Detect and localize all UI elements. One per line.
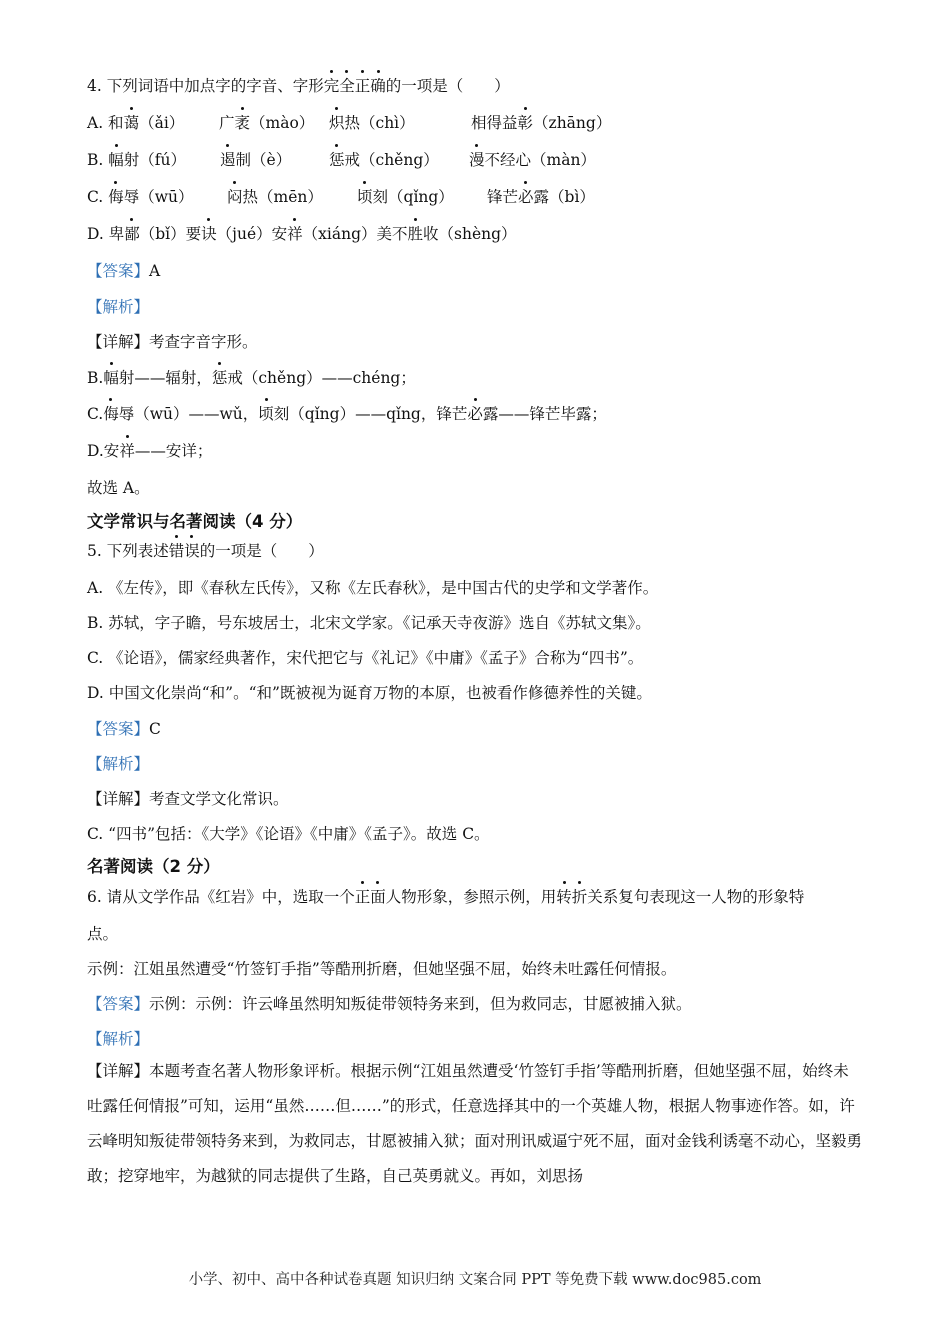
- emphasis-char: 侮: [103, 405, 119, 423]
- emphasis-char: 漫: [469, 151, 485, 169]
- q4-option-c: C. 侮辱（wū） 闷热（mēn） 顷刻（qǐng） 锋芒必露（bì）: [87, 188, 595, 206]
- section-title: 名著阅读（2 分）: [87, 857, 220, 876]
- detail-tag: 【详解】: [87, 333, 150, 351]
- answer-tag: 【答案】: [87, 720, 150, 738]
- emphasis-char: 惩: [329, 151, 345, 169]
- emphasis-char: 完: [323, 77, 340, 95]
- q6-answer: [87, 993, 862, 1015]
- emphasis-char: 顷: [258, 405, 274, 423]
- emphasis-char: 确: [370, 77, 386, 95]
- detail-tag: 【详解】: [87, 790, 150, 808]
- q4-stem-tail: 的一项是（ ）: [385, 77, 510, 95]
- emphasis-char: 祥: [287, 225, 303, 243]
- q5-answer: [87, 718, 862, 740]
- emphasis-char: 蔼: [123, 114, 140, 132]
- q6-example: 示例：江姐虽然遭受“竹签钉手指”等酷刑折磨，但她坚强不屈，始终未吐露任何情报。: [87, 960, 677, 978]
- emphasis-char: 必: [518, 188, 534, 206]
- answer-tag: 【答案】: [87, 995, 150, 1013]
- q4-detail-b: B.幅射——辐射，惩戒（chěng）——chéng；: [87, 369, 416, 387]
- q6-detail: 【详解】本题考查名著人物形象评析。根据示例“江姐虽然遭受‘竹签钉手指’等酷刑折磨，但她坚强不屈，始终未吐露任何情报”可知，运用“虽然……但……”的形式，任意选择其中的一个英雄人物，根据人物事迹作答。如，许云峰明知叛徒带领特务来到，为救同志，甘愿被捕入狱；面对刑讯威逼宁死不屈，面对金钱利诱毫不动心，坚毅勇敢；挖穿地牢，为越狱的同志提供了生路，自己英勇就义。再如，刘思扬: [87, 1062, 863, 1185]
- answer-value: A: [149, 262, 161, 280]
- emphasis-char: 彰: [517, 114, 534, 132]
- emphasis-char: 诀: [201, 225, 217, 243]
- q4-stem: [87, 75, 862, 97]
- q5-analysis-tag: 【解析】: [87, 755, 150, 773]
- q5-option-b: B. 苏轼，字子瞻，号东坡居士，北宋文学家。《记承天寺夜游》选自《苏轼文集》。: [87, 614, 651, 632]
- emphasis-char: 正: [354, 888, 371, 906]
- emphasis-char: 侮: [108, 188, 124, 206]
- answer-value: C: [149, 720, 161, 738]
- emphasis-char: 误: [184, 542, 200, 560]
- emphasis-char: 惩: [211, 369, 228, 387]
- q4-detail-c: C.侮辱（wū）——wǔ，顷刻（qǐng）——qǐng，锋芒必露——锋芒毕露；: [87, 405, 607, 423]
- q4-answer: [87, 260, 862, 282]
- q4-detail: 【详解】考查字音字形。: [87, 333, 258, 351]
- emphasis-char: 闷: [227, 188, 243, 206]
- q4-detail-d: D.安祥——安详；: [87, 442, 213, 460]
- q5-stem: 5. 下列表述错误的一项是（ ）: [87, 542, 324, 560]
- emphasis-char: 全: [339, 77, 355, 95]
- q5-detail: 【详解】考查文学文化常识。: [87, 790, 289, 808]
- emphasis-char: 幅: [108, 151, 124, 169]
- emphasis-char: 转: [556, 888, 572, 906]
- emphasis-char: 胜: [407, 225, 424, 243]
- section-title: 文学常识与名著阅读（4 分）: [87, 512, 303, 531]
- emphasis-char: 炽: [329, 114, 345, 132]
- answer-value: 示例：示例：许云峰虽然明知叛徒带领特务来到，但为救同志，甘愿被捕入狱。: [149, 995, 692, 1013]
- emphasis-char: 遏: [220, 151, 236, 169]
- q4-option-a: A. 和蔼（ǎi） 广袤（mào） 炽热（chì） 相得益彰（zhāng）: [87, 114, 612, 132]
- emphasis-char: 幅: [103, 369, 119, 387]
- emphasis-char: 错: [168, 542, 185, 560]
- emphasis-char: 袤: [234, 114, 251, 132]
- q6-analysis-tag: 【解析】: [87, 1030, 150, 1048]
- q6-stem: 6. 请从文学作品《红岩》中，选取一个正面人物形象，参照示例，用转折关系复句表现这一人物的形象特: [87, 888, 805, 906]
- emphasis-char: 必: [467, 405, 483, 423]
- q5-option-d: D. 中国文化崇尚“和”。“和”既被视为诞育万物的本原，也被看作修德养性的关键。: [87, 684, 652, 702]
- q4-stem-text: 4. 下列词语中加点字的字音、字形: [87, 77, 324, 95]
- q4-option-d: D. 卑鄙（bǐ）要诀（jué）安祥（xiáng）美不胜收（shèng）: [87, 225, 517, 243]
- emphasis-char: 正: [354, 77, 371, 95]
- emphasis-char: 鄙: [124, 225, 140, 243]
- q5-option-a: A. 《左传》，即《春秋左氏传》，又称《左氏春秋》，是中国古代的史学和文学著作。: [87, 579, 659, 597]
- page-footer: 小学、初中、高中各种试卷真题 知识归纳 文案合同 PPT 等免费下载 www.doc985.com: [188, 1272, 762, 1288]
- emphasis-char: 祥: [119, 442, 135, 460]
- emphasis-char: 折: [571, 888, 588, 906]
- detail-tag: 【详解】: [87, 1062, 150, 1080]
- q6-stem-line2: 点。: [87, 925, 119, 943]
- answer-tag: 【答案】: [87, 262, 150, 280]
- q5-option-c: C. 《论语》，儒家经典著作，宋代把它与《礼记》《中庸》《孟子》合称为“四书”。: [87, 649, 644, 667]
- emphasis-char: 顷: [357, 188, 373, 206]
- q4-conclusion: 故选 A。: [87, 479, 150, 497]
- q4-analysis-tag: 【解析】: [87, 298, 150, 316]
- q4-option-b: B. 幅射（fú） 遏制（è） 惩戒（chěng） 漫不经心（màn）: [87, 151, 596, 169]
- emphasis-char: 面: [370, 888, 386, 906]
- q5-detail-2: C. “四书”包括：《大学》《论语》《中庸》《孟子》。故选 C。: [87, 825, 490, 843]
